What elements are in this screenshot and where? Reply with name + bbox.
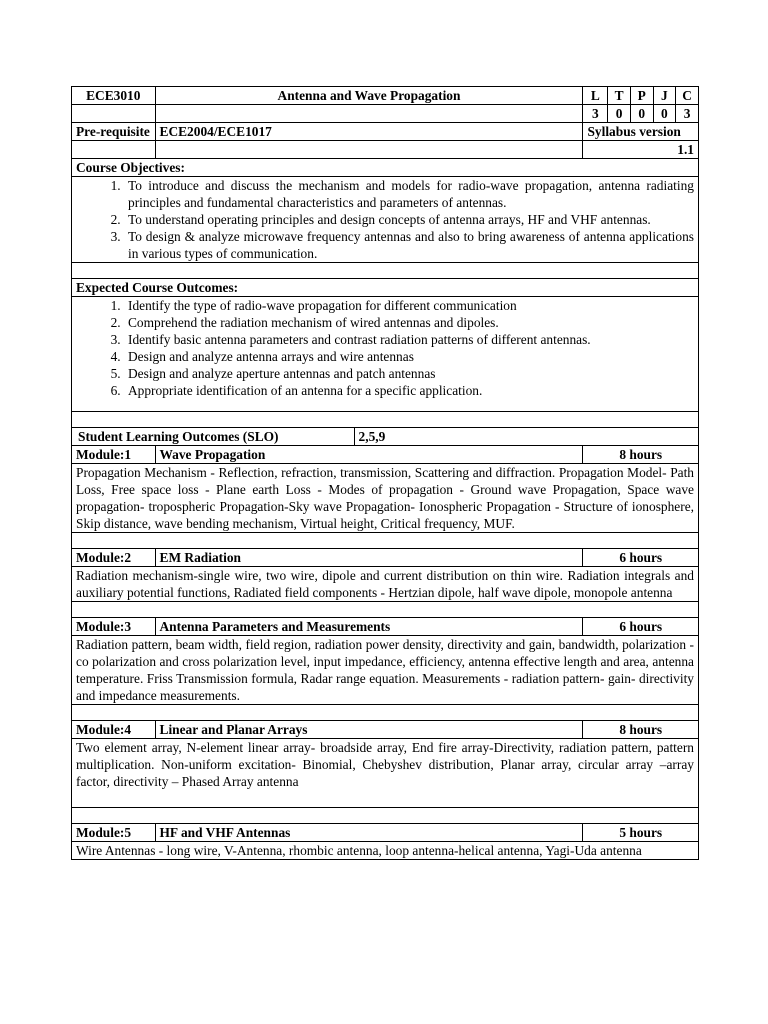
module-2-label: Module:2 — [72, 549, 156, 567]
outcome-item: 4. Design and analyze antenna arrays and wire antennas — [124, 348, 694, 365]
module-2-hours: 6 hours — [583, 549, 699, 567]
objective-item: 1. To introduce and discuss the mechanism and models for radio-wave propagation, antenna radiating principles and fundamental characteristics and parameters of antennas. — [124, 177, 694, 211]
slo-value: 2,5,9 — [354, 428, 698, 446]
objectives-list-cell — [72, 177, 699, 263]
ltpjc-value-c: 3 — [676, 105, 699, 123]
module-2-title: EM Radiation — [155, 549, 583, 567]
ltpjc-value-j: 0 — [653, 105, 676, 123]
objective-item: 2. To understand operating principles and design concepts of antenna arrays, HF and VHF antennas. — [124, 211, 694, 228]
course-code: ECE3010 — [72, 87, 156, 105]
spacer-row — [72, 263, 699, 279]
ltpjc-value-l: 3 — [583, 105, 608, 123]
spacer-row — [72, 412, 699, 428]
spacer-row — [72, 808, 699, 824]
syllabus-version-value: 1.1 — [583, 141, 699, 159]
module-3-hours: 6 hours — [583, 618, 699, 636]
spacer-row — [72, 533, 699, 549]
empty-cell — [155, 141, 583, 159]
ltpjc-label-t: T — [608, 87, 631, 105]
syllabus-table — [71, 86, 699, 860]
objective-item: 3. To design & analyze microwave frequency antennas and also to bring awareness of antenna applications in various types of communication. — [124, 228, 694, 262]
module-4-content-text: Two element array, N-element linear array- broadside array, End fire array-Directivity, radiation pattern, pattern multiplication. Non-uniform excitation- Binomial, Chebyshev distribution, Planar array, circular array –array factor, directivity – Phased Array antenna — [76, 740, 694, 789]
ltpjc-value-t: 0 — [608, 105, 631, 123]
objectives-heading: Course Objectives: — [72, 159, 699, 177]
syllabus-version-label: Syllabus version — [583, 123, 699, 141]
module-1-hours: 8 hours — [583, 446, 699, 464]
ltpjc-label-p: P — [630, 87, 653, 105]
ltpjc-label-c: C — [676, 87, 699, 105]
outcome-item: 6. Appropriate identification of an antenna for a specific application. — [124, 382, 694, 399]
module-5-title: HF and VHF Antennas — [155, 824, 583, 842]
module-1-title: Wave Propagation — [155, 446, 583, 464]
module-5-content: Wire Antennas - long wire, V-Antenna, rhombic antenna, loop antenna-helical antenna, Yagi-Uda antenna — [72, 842, 699, 860]
syllabus-document — [71, 86, 699, 860]
module-3-content: Radiation pattern, beam width, field region, radiation power density, directivity and gain, bandwidth, polarization - co polarization and cross polarization level, input impedance, efficiency, antenna effective length and area, antenna temperature. Friss Transmission formula, Radar range equation. Measurements - radiation pattern- gain- directivity and impedance measurements. — [72, 636, 699, 705]
objectives-list — [76, 177, 694, 262]
ltpjc-label-l: L — [583, 87, 608, 105]
empty-cell — [72, 141, 156, 159]
outcome-item: 1. Identify the type of radio-wave propagation for different communication — [124, 297, 694, 314]
outcomes-list-cell — [72, 297, 699, 412]
prereq-value: ECE2004/ECE1017 — [155, 123, 583, 141]
module-1-label: Module:1 — [72, 446, 156, 464]
module-4-title: Linear and Planar Arrays — [155, 721, 583, 739]
spacer-row — [72, 602, 699, 618]
spacer-row — [72, 705, 699, 721]
module-3-title: Antenna Parameters and Measurements — [155, 618, 583, 636]
empty-cell — [155, 105, 583, 123]
module-2-content: Radiation mechanism-single wire, two wire, dipole and current distribution on thin wire. Radiation integrals and auxiliary potential functions, Radiated field components - Hertzian dipole, half wave dipole, monopole antenna — [72, 567, 699, 602]
course-title: Antenna and Wave Propagation — [155, 87, 583, 105]
outcomes-list — [76, 297, 694, 399]
module-4-label: Module:4 — [72, 721, 156, 739]
module-5-label: Module:5 — [72, 824, 156, 842]
module-4-content — [72, 739, 699, 808]
slo-label: Student Learning Outcomes (SLO) — [72, 428, 355, 446]
module-3-label: Module:3 — [72, 618, 156, 636]
ltpjc-value-p: 0 — [630, 105, 653, 123]
module-5-hours: 5 hours — [583, 824, 699, 842]
module-1-content: Propagation Mechanism - Reflection, refraction, transmission, Scattering and diffraction. Propagation Model- Path Loss, Free space loss - Plane earth Loss - Modes of propagation - Ground wave Propagation, Space wave propagation- tropospheric Propagation-Sky wave Propagation- Ionospheric Propagation - Structure of ionosphere, Skip distance, wave bending mechanism, Virtual height, Critical frequency, MUF. — [72, 464, 699, 533]
empty-cell — [72, 105, 156, 123]
outcomes-heading: Expected Course Outcomes: — [72, 279, 699, 297]
outcome-item: 3. Identify basic antenna parameters and contrast radiation patterns of different antennas. — [124, 331, 694, 348]
outcome-item: 2. Comprehend the radiation mechanism of wired antennas and dipoles. — [124, 314, 694, 331]
module-4-hours: 8 hours — [583, 721, 699, 739]
ltpjc-label-j: J — [653, 87, 676, 105]
prereq-label: Pre-requisite — [72, 123, 156, 141]
outcome-item: 5. Design and analyze aperture antennas and patch antennas — [124, 365, 694, 382]
